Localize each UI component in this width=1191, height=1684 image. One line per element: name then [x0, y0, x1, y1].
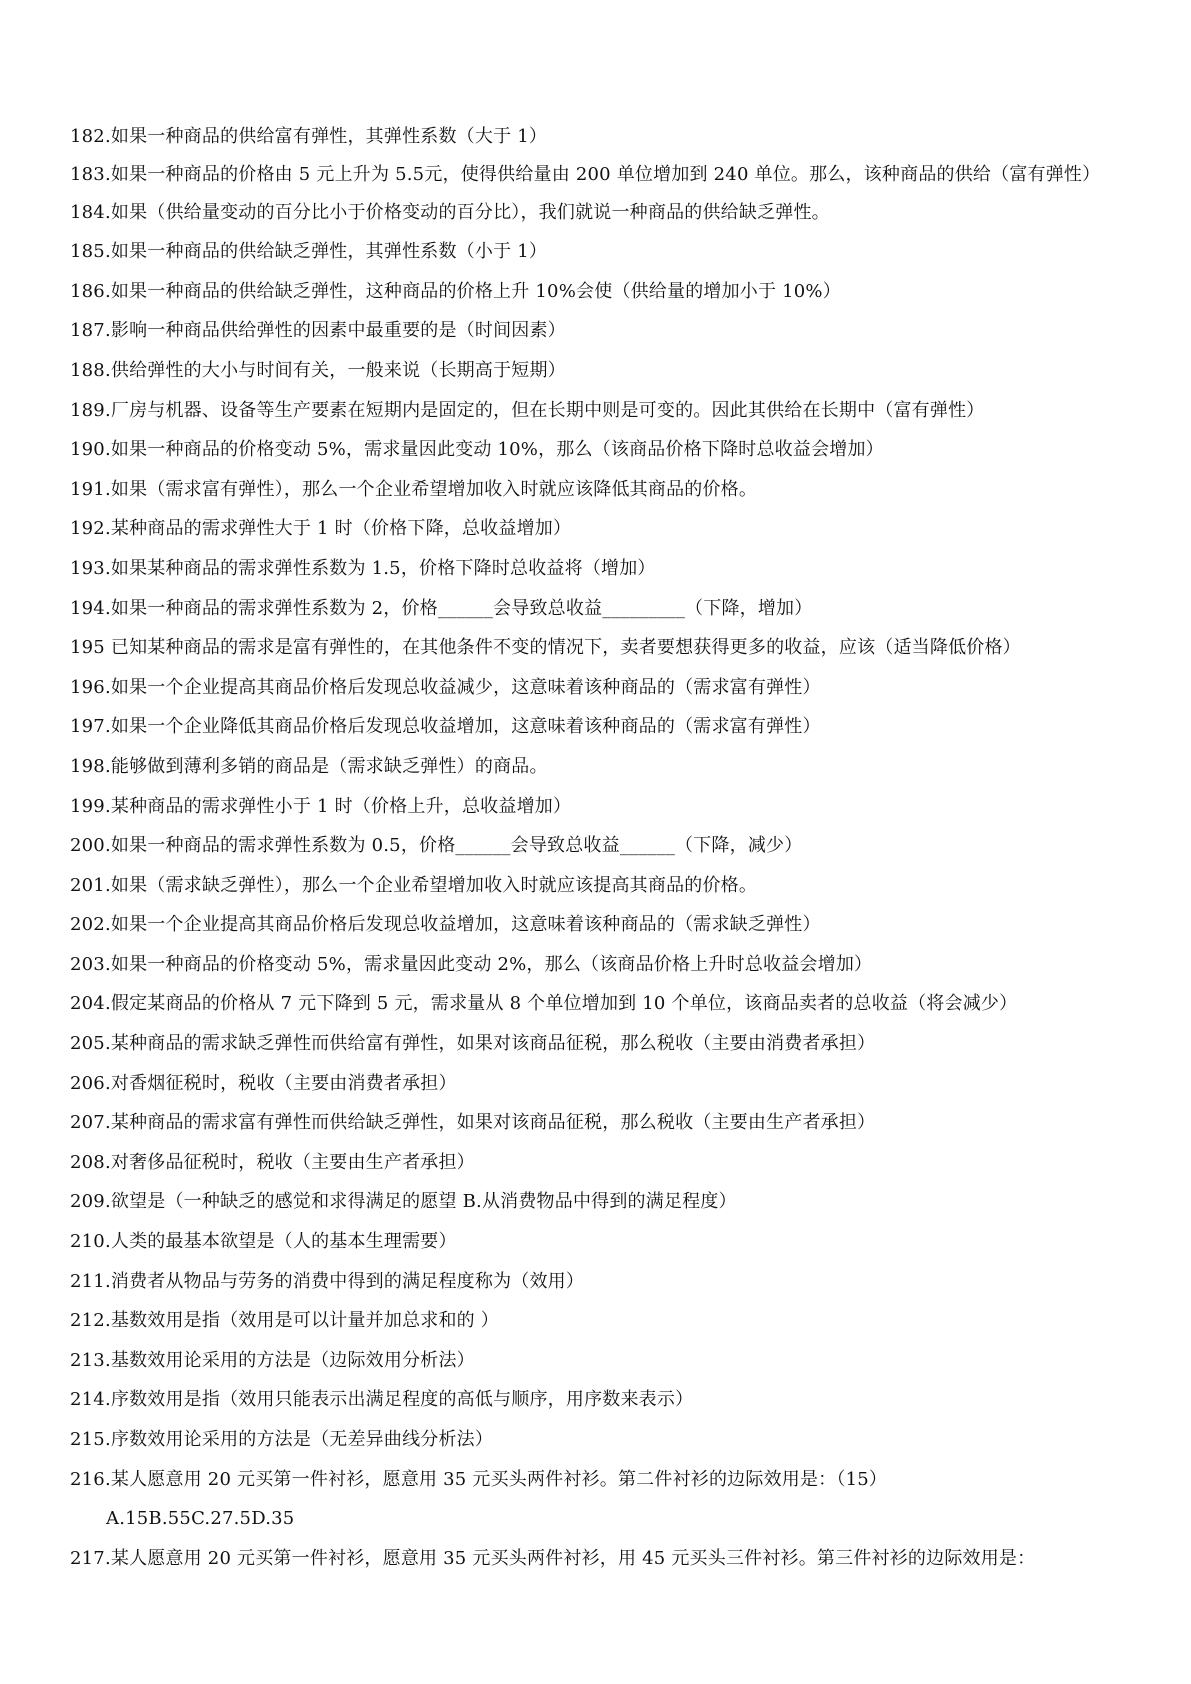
text-line: 200.如果一种商品的需求弹性系数为 0.5，价格______会导致总收益______（下降，减少） — [70, 835, 803, 857]
text-line: 216.某人愿意用 20 元买第一件衬衫，愿意用 35 元买头两件衬衫。第二件衬衫的边际效用是：（15） — [70, 1468, 888, 1490]
answer-options: A.15B.55C.27.5D.35 — [106, 1508, 295, 1530]
text-line: 192.某种商品的需求弹性大于 1 时（价格下降，总收益增加） — [70, 518, 572, 540]
text-line: 210.人类的最基本欲望是（人的基本生理需要） — [70, 1231, 457, 1253]
text-line: 205.某种商品的需求缺乏弹性而供给富有弹性，如果对该商品征税，那么税收（主要由消费者承担） — [70, 1033, 876, 1055]
text-line: 203.如果一种商品的价格变动 5%，需求量因此变动 2%，那么（该商品价格上升时总收益会增加） — [70, 953, 873, 975]
text-line: 187.影响一种商品供给弹性的因素中最重要的是（时间因素） — [70, 320, 566, 342]
text-line: 190.如果一种商品的价格变动 5%，需求量因此变动 10%，那么（该商品价格下降时总收益会增加） — [70, 439, 884, 461]
text-line: 186.如果一种商品的供给缺乏弹性，这种商品的价格上升 10%会使（供给量的增加小于 10%） — [70, 280, 841, 302]
text-line: 206.对香烟征税时，税收（主要由消费者承担） — [70, 1072, 457, 1094]
text-line: 188.供给弹性的大小与时间有关，一般来说（长期高于短期） — [70, 359, 566, 381]
text-line: 214.序数效用是指（效用只能表示出满足程度的高低与顺序，用序数来表示） — [70, 1389, 694, 1411]
text-line: 195 已知某种商品的需求是富有弹性的，在其他条件不变的情况下，卖者要想获得更多的收益，应该（适当降低价格） — [70, 637, 1021, 659]
text-line: 207.某种商品的需求富有弹性而供给缺乏弹性，如果对该商品征税，那么税收（主要由生产者承担） — [70, 1112, 876, 1134]
text-line: 211.消费者从物品与劳务的消费中得到的满足程度称为（效用） — [70, 1270, 585, 1292]
text-line: 191.如果（需求富有弹性），那么一个企业希望增加收入时就应该降低其商品的价格。 — [70, 478, 758, 500]
text-line: 215.序数效用论采用的方法是（无差异曲线分析法） — [70, 1429, 494, 1450]
text-line: 208.对奢侈品征税时，税收（主要由生产者承担） — [70, 1151, 475, 1173]
text-line: 204.假定某商品的价格从 7 元下降到 5 元，需求量从 8 个单位增加到 10 个单位，该商品卖者的总收益（将会减少） — [70, 993, 1018, 1015]
text-line: 198.能够做到薄利多销的商品是（需求缺乏弹性）的商品。 — [70, 755, 548, 777]
text-line: 196.如果一个企业提高其商品价格后发现总收益减少，这意味着该种商品的（需求富有弹性） — [70, 676, 821, 698]
text-line: 213.基数效用论采用的方法是（边际效用分析法） — [70, 1349, 475, 1371]
text-line: 184.如果（供给量变动的百分比小于价格变动的百分比），我们就说一种商品的供给缺乏弹性。 — [70, 201, 830, 223]
text-line: 183.如果一种商品的价格由 5 元上升为 5.5元，使得供给量由 200 单位增加到 240 单位。那么，该种商品的供给（富有弹性） — [70, 163, 1101, 185]
text-line: 201.如果（需求缺乏弹性），那么一个企业希望增加收入时就应该提高其商品的价格。 — [70, 874, 758, 896]
text-line: 199.某种商品的需求弹性小于 1 时（价格上升，总收益增加） — [70, 795, 572, 817]
text-line: 202.如果一个企业提高其商品价格后发现总收益增加，这意味着该种商品的（需求缺乏弹性） — [70, 914, 821, 936]
text-line: 185.如果一种商品的供给缺乏弹性，其弹性系数（小于 1） — [70, 241, 548, 263]
text-line: 193.如果某种商品的需求弹性系数为 1.5，价格下降时总收益将（增加） — [70, 557, 656, 579]
text-line: 217.某人愿意用 20 元买第一件衬衫，愿意用 35 元买头两件衬衫，用 45 元买头三件衬衫。第三件衬衫的边际效用是： — [70, 1548, 1036, 1570]
text-line: 182.如果一种商品的供给富有弹性，其弹性系数（大于 1） — [70, 126, 548, 147]
document-text — [70, 117, 1140, 1579]
text-line: 189.厂房与机器、设备等生产要素在短期内是固定的，但在长期中则是可变的。因此其供给在长期中（富有弹性） — [70, 399, 985, 421]
text-line: 197.如果一个企业降低其商品价格后发现总收益增加，这意味着该种商品的（需求富有弹性） — [70, 716, 821, 738]
text-line: 194.如果一种商品的需求弹性系数为 2，价格______会导致总收益_________（下降，增加） — [70, 597, 813, 619]
text-line: 209.欲望是（一种缺乏的感觉和求得满足的愿望 B.从消费物品中得到的满足程度） — [70, 1191, 737, 1213]
text-line: 212.基数效用是指（效用是可以计量并加总求和的 ） — [70, 1310, 499, 1332]
